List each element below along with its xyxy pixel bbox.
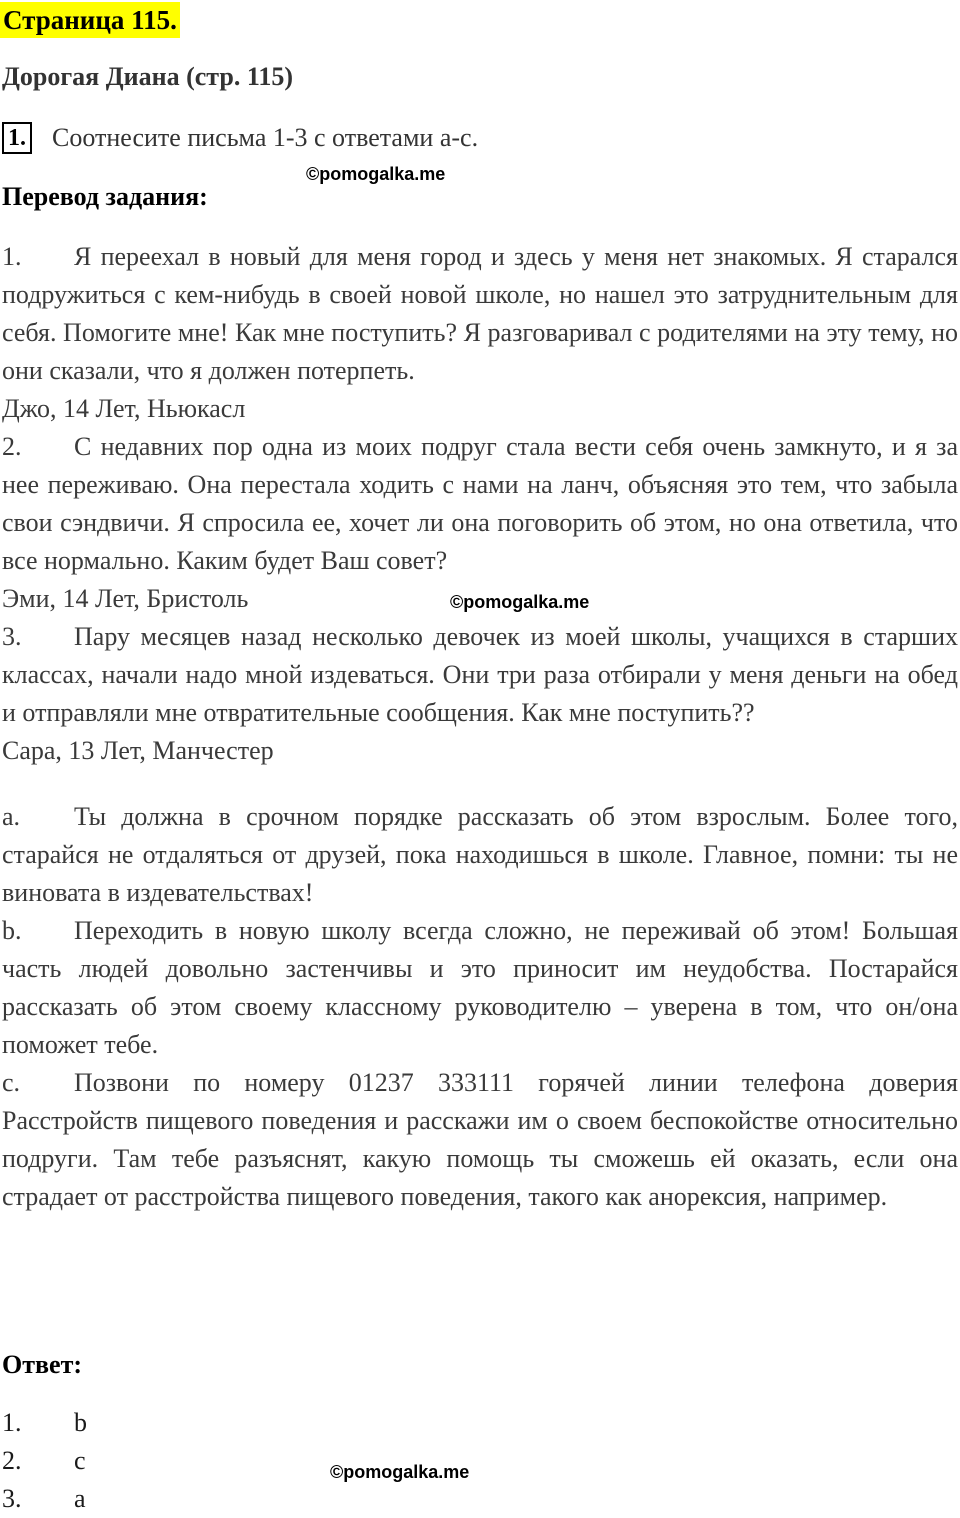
letter-2-marker: 2.: [2, 432, 22, 461]
reply-a-marker: a.: [2, 802, 21, 831]
reply-a-text: Ты должна в срочном порядке рассказать об этом взрослым. Более того, старайся не отдаляться от друзей, пока находишься в школе. Главное, помни: ты не виновата в издевательствах!: [2, 802, 958, 907]
answer-heading: Ответ:: [2, 1350, 83, 1379]
answer-row: [2, 1480, 87, 1518]
reply-b-marker: b.: [2, 916, 22, 945]
letter-3-text: Пару месяцев назад несколько девочек из моей школы, учащихся в старших классах, начали надо мной издеваться. Они три раза отбирали у меня деньги на обед и отправляли мне отвратительные сообщения. Как мне поступить??: [2, 622, 958, 727]
letter-2-signature: Эми, 14 Лет, Бристоль: [2, 584, 249, 613]
lesson-title: Дорогая Диана (стр. 115): [2, 62, 294, 91]
letter-2-text: С недавних пор одна из моих подруг стала вести себя очень замкнуто, и я за нее переживаю. Она перестала ходить с нами на ланч, объясняя это тем, что забыла свои сэндвичи. Я спросила ее, хочет ли она поговорить об этом, но она ответила, что все нормально. Каким будет Ваш совет?: [2, 432, 958, 575]
task-instruction: [2, 122, 478, 154]
letter-1-signature: Джо, 14 Лет, Ньюкасл: [2, 394, 246, 423]
answer-row: [2, 1442, 87, 1480]
task-number-box: 1.: [2, 122, 32, 154]
answer-row: [2, 1404, 87, 1442]
reply-c: [2, 1064, 958, 1216]
answer-number: 1.: [2, 1408, 22, 1437]
answer-number: 3.: [2, 1484, 22, 1513]
letter-1: [2, 238, 958, 390]
reply-b-text: Переходить в новую школу всегда сложно, не переживай об этом! Большая часть людей довольно застенчивы и это приносит им неудобства. Постарайся рассказать об этом своему классному руководителю – уверена в том, что он/она поможет тебе.: [2, 916, 958, 1059]
letter-3-marker: 3.: [2, 622, 22, 651]
watermark: ©pomogalka.me: [450, 592, 590, 612]
answer-value: b: [74, 1408, 87, 1437]
letter-1-marker: 1.: [2, 242, 22, 271]
letter-3: [2, 618, 958, 732]
letter-3-signature: Сара, 13 Лет, Манчестер: [2, 736, 274, 765]
reply-c-text: Позвони по номеру 01237 333111 горячей линии телефона доверия Расстройств пищевого поведения и расскажи им о своем беспокойстве относительно подруги. Там тебе разъяснят, какую помощь ты сможешь ей оказать, если она страдает от расстройства пищевого поведения, такого как анорексия, например.: [2, 1068, 958, 1211]
answer-value: a: [74, 1484, 86, 1513]
task-text: Соотнесите письма 1-3 с ответами a-c.: [52, 123, 479, 152]
answer-value: c: [74, 1446, 86, 1475]
reply-a: [2, 798, 958, 912]
watermark: ©pomogalka.me: [306, 164, 446, 184]
letter-2: [2, 428, 958, 580]
letter-1-text: Я переехал в новый для меня город и здесь у меня нет знакомых. Я старался подружиться с кем-нибудь в своей новой школе, но нашел это затруднительным для себя. Помогите мне! Как мне поступить? Я разговаривал с родителями на эту тему, но они сказали, что я должен потерпеть.: [2, 242, 958, 385]
reply-b: [2, 912, 958, 1064]
answer-number: 2.: [2, 1446, 22, 1475]
reply-c-marker: c.: [2, 1068, 21, 1097]
translation-body: [2, 238, 958, 1216]
page-title: Страница 115.: [0, 2, 180, 38]
answer-list: [2, 1404, 87, 1518]
spacer: [2, 770, 958, 798]
watermark: ©pomogalka.me: [330, 1462, 470, 1482]
translation-heading: Перевод задания:: [2, 182, 208, 211]
